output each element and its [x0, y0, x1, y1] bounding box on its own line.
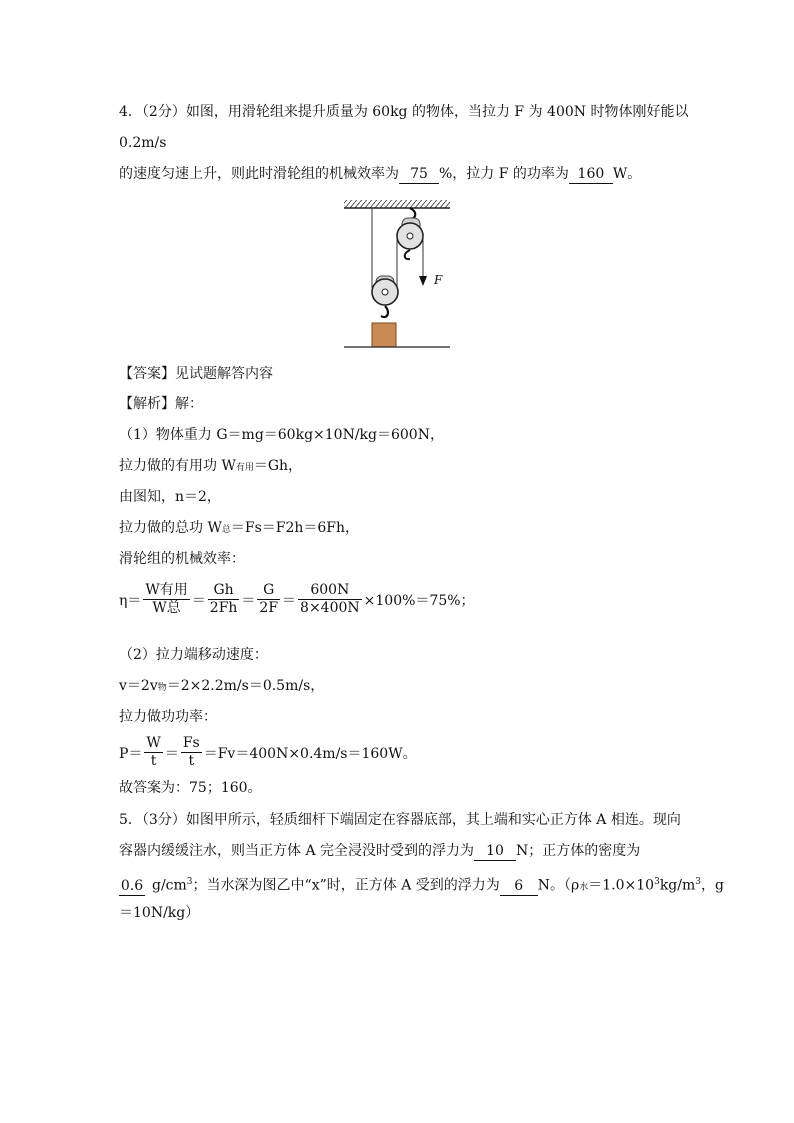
- q5-blank-density: 0.6: [120, 877, 144, 894]
- solution-step-power-label: 拉力做功功率：: [119, 709, 217, 725]
- analysis-label: 【解析】解：: [119, 396, 203, 412]
- q5-line4: ＝10N/kg）: [119, 905, 200, 921]
- q5-blank-buoyancy: 10: [474, 842, 516, 861]
- force-arrow-head: [419, 276, 427, 286]
- q4-stem-line3: [119, 164, 641, 184]
- power-equation: P＝ $\frac{W}{t}$ ＝ $\frac{Fs}{t}$ ＝Fv＝400N×0.4m/s＝160W。: [119, 735, 417, 769]
- solution-step-weight: （1）物体重力 G＝mg＝60kg×10N/kg＝600N，: [119, 427, 444, 443]
- load-block: [372, 323, 396, 347]
- q5-line1: 5．（3分）如图甲所示，轻质细杆下端固定在容器底部，其上端和实心正方体 A 相连。现向: [119, 812, 681, 828]
- fraction-fs-over-t: $\frac{Fs}{t}$: [182, 735, 200, 769]
- fraction-600-over-800: $\frac{600N}{8\times 400N}$: [300, 582, 360, 616]
- force-label: F: [434, 273, 443, 287]
- fraction-w-useful-over-w-total: $\frac{\text{W有用}}{\text{W总}}$: [145, 582, 188, 616]
- fixed-pulley-lower-hook: [405, 250, 410, 259]
- solution-step-speed-label: （2）拉力端移动速度：: [119, 647, 268, 663]
- efficiency-equation: η＝ $\frac{\text{W有用}}{\text{W总}}$ ＝ $\frac{Gh}{2Fh}$ ＝ $\frac{G}{2F}$ ＝ $\frac{600N}{8\times 400N}$ ×100%＝75%；: [119, 582, 475, 616]
- solution-step-n: 由图知，n＝2，: [119, 489, 221, 505]
- fraction-w-over-t: $\frac{W}{t}$: [146, 735, 161, 769]
- q5-line3: 0.6 $g/cm^3$；当水深为图乙中“x”时，正方体 A 受到的浮力为 6 N。（ρ水$=1.0\times 10^3kg/m^3$，g: [120, 877, 724, 894]
- q5-line2: 容器内缓缓注水，则当正方体 A 完全浸没时受到的浮力为 10 N；正方体的密度为: [119, 843, 641, 859]
- solution-step-efficiency-label: 滑轮组的机械效率：: [119, 551, 245, 567]
- solution-step-total-work: 拉力做的总功 W总＝Fs＝F2h＝6Fh，: [119, 520, 360, 536]
- q4-text-c: W。: [612, 166, 642, 182]
- solution-step-speed: v＝2v物＝2×2.2m/s＝0.5m/s，: [119, 678, 325, 694]
- q4-text-a: 的速度匀速上升，则此时滑轮组的机械效率为: [119, 166, 399, 182]
- movable-pulley-hook: [381, 306, 388, 317]
- q4-stem-line1: 4．（2分）如图，用滑轮组来提升质量为 60kg 的物体，当拉力 F 为 400N 时物体刚好能以: [119, 104, 689, 120]
- q4-blank-power: 160: [569, 165, 613, 184]
- answer-label: 【答案】见试题解答内容: [119, 366, 273, 382]
- ceiling-hatch: [344, 200, 450, 208]
- fraction-gh-over-2fh: $\frac{Gh}{2Fh}$: [209, 582, 238, 616]
- q4-blank-efficiency: 75: [399, 165, 439, 184]
- final-answer: 故答案为：75；160。: [119, 780, 262, 796]
- solution-step-useful-work: 拉力做的有用功 W有用＝Gh，: [119, 458, 303, 474]
- q4-text-b: %，拉力 F 的功率为: [439, 166, 569, 182]
- fraction-g-over-2f: $\frac{G}{2F}$: [259, 582, 279, 616]
- pulley-figure: [340, 196, 455, 351]
- q5-blank-buoyancy-x: 6: [500, 877, 538, 896]
- q4-stem-line2: 0.2m/s: [119, 135, 167, 151]
